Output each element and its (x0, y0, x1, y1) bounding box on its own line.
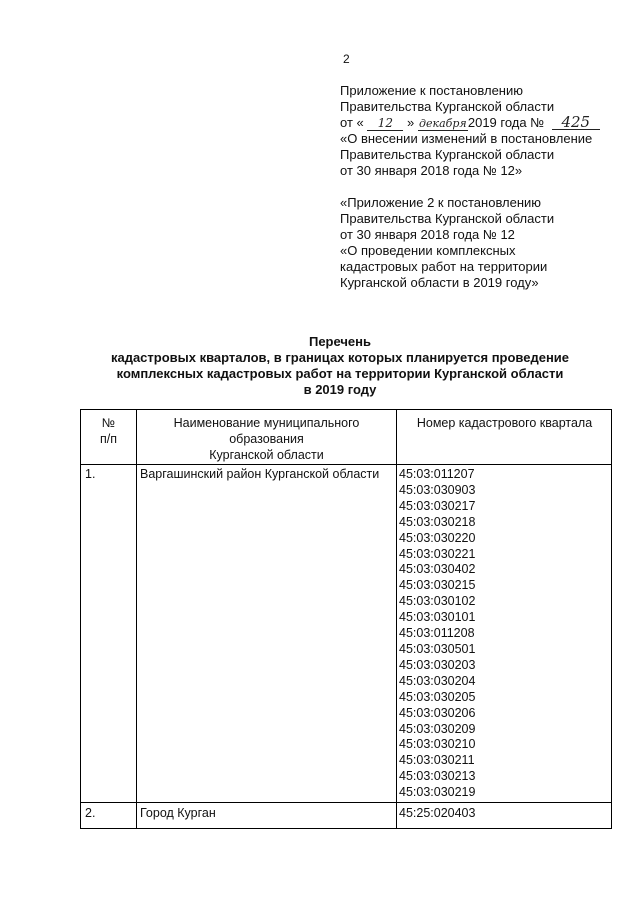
title-line: Перечень (308, 334, 372, 349)
row-number: 1. (85, 467, 96, 481)
header-text: № (101, 416, 116, 430)
cadastral-code: 45:03:030402 (399, 562, 476, 577)
date-suffix: 2019 года № (467, 115, 545, 130)
appendix-block (340, 83, 630, 291)
cadastral-code: 45:03:030101 (399, 610, 476, 625)
title-line: кадастровых кварталов, в границах которых планируется проведение (110, 350, 570, 365)
header-text: п/п (99, 431, 117, 446)
header-text: образования (229, 431, 304, 446)
appendix-line: Правительства Курганской области (340, 99, 555, 114)
row-codes (399, 467, 475, 801)
cadastral-code: 45:03:030206 (399, 705, 476, 720)
title-line: комплексных кадастровых работ на территории Курганской области (116, 366, 564, 381)
cadastral-code: 45:03:030204 (399, 673, 476, 688)
handwritten-number: 425 (552, 116, 600, 130)
appendix2-line: Курганской области в 2019 году» (340, 275, 539, 290)
header-text: Курганской области (209, 447, 324, 462)
cadastral-code: 45:03:030213 (399, 769, 476, 784)
date-prefix: от « (340, 115, 364, 130)
appendix2-line: от 30 января 2018 года № 12 (340, 227, 515, 242)
row-municipality: Варгашинский район Курганской области (140, 467, 380, 481)
cadastral-code: 45:03:030215 (399, 578, 476, 593)
cadastral-code: 45:03:011207 (399, 467, 475, 481)
cadastral-code: 45:03:030219 (399, 785, 476, 800)
cadastral-code: 45:03:030102 (399, 594, 476, 609)
appendix2-line: «Приложение 2 к постановлению (340, 195, 542, 210)
appendix2-line: «О проведении комплексных (340, 243, 516, 258)
appendix-line: Правительства Курганской области (340, 147, 555, 162)
cadastral-code: 45:03:030217 (399, 498, 476, 513)
cadastral-code: 45:03:030220 (399, 530, 476, 545)
cadastral-code: 45:03:011208 (399, 626, 475, 641)
page-number: 2 (343, 52, 350, 66)
header-quarter-col: Номер кадастрового квартала (416, 416, 593, 430)
header-municipality-col (137, 416, 396, 464)
row-municipality: Город Курган (140, 806, 216, 820)
handwritten-day: 12 (367, 117, 403, 131)
cadastral-code: 45:03:030218 (399, 514, 476, 529)
cadastral-code: 45:03:030221 (399, 546, 476, 561)
cadastral-code: 45:25:020403 (399, 806, 476, 820)
cadastral-code: 45:03:030903 (399, 482, 476, 497)
cadastral-code: 45:03:030205 (399, 689, 476, 704)
cadastral-table (80, 409, 612, 829)
appendix-line: Приложение к постановлению (340, 83, 523, 98)
appendix2-line: кадастровых работ на территории (340, 259, 548, 274)
handwritten-month: декабря (419, 117, 467, 130)
cadastral-code: 45:03:030210 (399, 737, 476, 752)
cadastral-code: 45:03:030203 (399, 657, 476, 672)
appendix-date-line (340, 115, 630, 131)
appendix2-line: Правительства Курганской области (340, 211, 555, 226)
cadastral-code: 45:03:030211 (399, 753, 475, 768)
document-title (70, 334, 610, 398)
appendix-line: от 30 января 2018 года № 12» (340, 163, 523, 178)
cadastral-code: 45:03:030209 (399, 721, 476, 736)
cadastral-code: 45:03:030501 (399, 641, 476, 656)
row-number: 2. (85, 806, 96, 820)
header-text: Наименование муниципального (173, 416, 360, 430)
title-line: в 2019 году (303, 382, 377, 397)
appendix-line: «О внесении изменений в постановление (340, 131, 593, 146)
header-number-col (81, 416, 136, 448)
date-mid: » (407, 115, 415, 130)
